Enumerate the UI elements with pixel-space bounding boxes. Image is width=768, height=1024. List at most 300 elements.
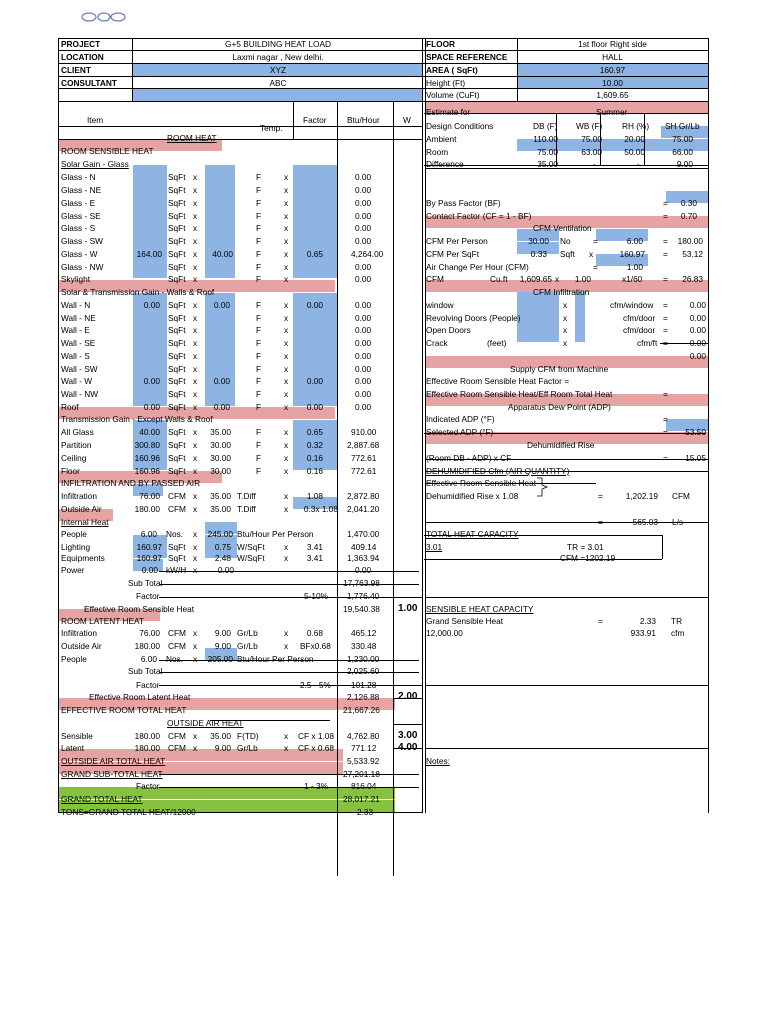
sheet-cell: 465.12 bbox=[351, 628, 377, 638]
sheet-cell: 2.33 bbox=[639, 616, 656, 626]
sheet-cell: F bbox=[256, 427, 262, 437]
sheet-cell: 772.61 bbox=[351, 453, 377, 463]
sheet-cell: x bbox=[193, 172, 198, 182]
sheet-cell: Infiltration bbox=[61, 491, 97, 501]
sheet-cell: 53.50 bbox=[685, 427, 706, 437]
sheet-cell: TR bbox=[671, 616, 683, 626]
sheet-cell: SqFt bbox=[168, 274, 186, 284]
sheet-cell: SqFt bbox=[168, 542, 186, 552]
sheet-cell: (feet) bbox=[487, 338, 507, 348]
sheet-cell: SqFt bbox=[168, 198, 186, 208]
sheet-cell: Skylight bbox=[61, 274, 91, 284]
sheet-cell: x bbox=[193, 211, 198, 221]
sheet-cell: Nos. bbox=[166, 654, 184, 664]
grid-line bbox=[58, 38, 59, 813]
sheet-cell: 0.00 bbox=[355, 172, 372, 182]
sheet-cell: x bbox=[193, 198, 198, 208]
sheet-cell: 6.00 bbox=[140, 654, 157, 664]
sheet-cell: Outside Air bbox=[61, 641, 102, 651]
sheet-cell: x bbox=[284, 338, 289, 348]
sheet-cell: CFM bbox=[168, 491, 186, 501]
sheet-cell: x bbox=[193, 565, 198, 575]
sheet-cell: - bbox=[637, 159, 640, 169]
sheet-cell: Power bbox=[61, 565, 85, 575]
sheet-cell: 35.00 bbox=[210, 491, 231, 501]
sheet-cell: F bbox=[256, 274, 262, 284]
sheet-cell: 0.00 bbox=[355, 313, 372, 323]
sheet-cell: F bbox=[256, 325, 262, 335]
sheet-cell: Sub Total bbox=[128, 578, 163, 588]
grid-line bbox=[159, 787, 419, 788]
grid-line bbox=[422, 38, 423, 813]
sheet-cell: x bbox=[193, 453, 198, 463]
cell-fill bbox=[293, 165, 337, 278]
sheet-cell: 75.00 bbox=[537, 147, 558, 157]
sheet-cell: 6.00 bbox=[626, 236, 643, 246]
sheet-cell: 0.00 bbox=[355, 262, 372, 272]
sheet-cell: Selected ADP (°F) bbox=[426, 427, 494, 437]
sheet-cell: 2,126.88 bbox=[347, 692, 380, 702]
sheet-cell: x bbox=[193, 376, 198, 386]
sheet-cell: = bbox=[663, 249, 668, 259]
sheet-cell: 50.00 bbox=[624, 147, 645, 157]
sheet-cell: 0.00 bbox=[355, 223, 372, 233]
sheet-cell: 75.00 bbox=[672, 134, 693, 144]
sheet-cell: x bbox=[284, 198, 289, 208]
sheet-cell: CFM Per SqFt bbox=[426, 249, 480, 259]
sheet-cell: 30.00 bbox=[210, 466, 231, 476]
sheet-cell: F bbox=[256, 338, 262, 348]
sheet-cell: = bbox=[663, 198, 668, 208]
sheet-cell: Wall - NW bbox=[61, 389, 99, 399]
sheet-cell: Ambient bbox=[426, 134, 457, 144]
sheet-cell: Wall - E bbox=[61, 325, 90, 335]
sheet-cell: x bbox=[193, 313, 198, 323]
sheet-cell: 0.00 bbox=[355, 364, 372, 374]
sheet-cell: Roof bbox=[61, 402, 79, 412]
sheet-cell: F bbox=[256, 223, 262, 233]
sheet-cell: Wall - SE bbox=[61, 338, 96, 348]
sheet-cell: SqFt bbox=[168, 402, 186, 412]
brace-icon bbox=[536, 476, 550, 498]
sheet-cell: 0.00 bbox=[355, 198, 372, 208]
sheet-cell: Wall - S bbox=[61, 351, 90, 361]
sheet-cell: CFM bbox=[168, 504, 186, 514]
sheet-cell: Transmission Gain - Except Walls & Roof bbox=[61, 414, 213, 424]
sheet-cell: 21,667.26 bbox=[343, 705, 380, 715]
sheet-cell: x bbox=[284, 249, 289, 259]
sheet-cell: 5,533.92 bbox=[347, 756, 380, 766]
sheet-cell: x bbox=[284, 553, 289, 563]
sheet-cell: ROOM LATENT HEAT bbox=[61, 616, 144, 626]
sheet-cell: CF x 0.68 bbox=[298, 743, 334, 753]
sheet-cell: 330.48 bbox=[351, 641, 377, 651]
sheet-cell: x bbox=[284, 236, 289, 246]
sheet-cell: x bbox=[284, 313, 289, 323]
sheet-cell: x bbox=[193, 325, 198, 335]
sheet-cell: 40.00 bbox=[212, 249, 233, 259]
grid-line bbox=[293, 101, 294, 139]
sheet-cell: x bbox=[193, 628, 198, 638]
client-label: CLIENT bbox=[61, 65, 91, 75]
sheet-cell: 4.00 bbox=[398, 742, 418, 753]
sheet-cell: 771.12 bbox=[351, 743, 377, 753]
sheet-cell: 17,763.98 bbox=[343, 578, 380, 588]
sheet-cell: Factor bbox=[136, 781, 160, 791]
sheet-cell: x bbox=[284, 211, 289, 221]
sheet-cell: x bbox=[284, 466, 289, 476]
sheet-cell: Btu/Hour Per Person bbox=[237, 654, 314, 664]
sheet-cell: 0.00 bbox=[141, 565, 158, 575]
sheet-cell: Sqft bbox=[560, 249, 575, 259]
sheet-cell: 0.16 bbox=[306, 466, 323, 476]
sheet-cell: By Pass Factor (BF) bbox=[426, 198, 501, 208]
sheet-cell: Open Doors bbox=[426, 325, 471, 335]
sheet-cell: x bbox=[193, 236, 198, 246]
sheet-cell: x bbox=[193, 743, 198, 753]
sheet-cell: F bbox=[256, 236, 262, 246]
sheet-cell: x bbox=[563, 300, 568, 310]
sheet-cell: 0.00 bbox=[355, 300, 372, 310]
sheet-cell: cfm/door bbox=[623, 325, 656, 335]
sheet-cell: Air Change Per Hour (CFM) bbox=[426, 262, 529, 272]
sheet-cell: x bbox=[284, 351, 289, 361]
grid-line bbox=[393, 724, 423, 725]
sheet-cell: x bbox=[193, 389, 198, 399]
sheet-cell: 75.00 bbox=[581, 134, 602, 144]
sheet-cell: 35.00 bbox=[210, 504, 231, 514]
sheet-cell: 1 - 3% bbox=[304, 781, 328, 791]
sheet-cell: 160.96 bbox=[134, 466, 160, 476]
sheet-cell: SqFt bbox=[168, 313, 186, 323]
sheet-cell: = bbox=[598, 491, 603, 501]
sheet-cell: 772.61 bbox=[351, 466, 377, 476]
sheet-cell: SqFt bbox=[168, 351, 186, 361]
sheet-cell: TR = 3.01 bbox=[567, 542, 604, 552]
sheet-cell: cfm/door bbox=[623, 313, 656, 323]
sheet-cell: SqFt bbox=[168, 211, 186, 221]
sheet-cell: DB (F) bbox=[533, 121, 558, 131]
sheet-cell: = bbox=[663, 338, 668, 348]
top-logo bbox=[80, 12, 135, 28]
sheet-cell: F bbox=[256, 402, 262, 412]
sheet-cell: Contact Factor (CF = 1 - BF) bbox=[426, 211, 532, 221]
sheet-cell: x bbox=[284, 185, 289, 195]
sheet-cell: Effective Room Sensible Heat bbox=[426, 478, 537, 488]
sheet-cell: 0.16 bbox=[306, 453, 323, 463]
sheet-cell: Crack bbox=[426, 338, 448, 348]
sheet-cell: x bbox=[284, 223, 289, 233]
sheet-cell: F bbox=[256, 185, 262, 195]
sheet-cell: 6.00 bbox=[140, 529, 157, 539]
sheet-cell: Supply CFM from Machine bbox=[510, 364, 609, 374]
sheet-cell: F bbox=[256, 198, 262, 208]
sheet-cell: 0.00 bbox=[143, 300, 160, 310]
sheet-cell: 15.05 bbox=[685, 453, 706, 463]
floor-label: FLOOR bbox=[426, 39, 456, 49]
location-label: LOCATION bbox=[61, 52, 104, 62]
sheet-cell: 0.00 bbox=[355, 351, 372, 361]
sheet-cell: T.Diff bbox=[237, 504, 256, 514]
sheet-cell: 27,201.18 bbox=[343, 769, 380, 779]
sheet-cell: F bbox=[256, 364, 262, 374]
sheet-cell: 0.00 bbox=[689, 313, 706, 323]
consultant-value: ABC bbox=[269, 78, 287, 88]
grid-line bbox=[159, 685, 419, 686]
sheet-cell: 63.00 bbox=[581, 147, 602, 157]
sheet-cell: 910.00 bbox=[351, 427, 377, 437]
sheet-cell: Infiltration bbox=[61, 628, 97, 638]
sheet-cell: Gr/Lb bbox=[237, 743, 258, 753]
sheet-cell: Effective Room Sensible Heat bbox=[84, 604, 195, 614]
sheet-cell: 40.00 bbox=[139, 427, 160, 437]
sheet-cell: F bbox=[256, 466, 262, 476]
sheet-cell: x bbox=[284, 300, 289, 310]
sheet-cell: DEHUMIDIFIED Cfm (AIR QUANTITY) bbox=[426, 466, 570, 476]
sheet-cell: F bbox=[256, 249, 262, 259]
sheet-cell: 3.41 bbox=[306, 542, 323, 552]
sheet-cell: Glass - W bbox=[61, 249, 98, 259]
sheet-cell: Btu/Hour bbox=[347, 115, 380, 125]
sheet-cell: 1,230.00 bbox=[347, 654, 380, 664]
sheet-cell: TOTAL HEAT CAPACITY bbox=[426, 529, 519, 539]
sheet-cell: 164.00 bbox=[136, 249, 162, 259]
sheet-cell: x bbox=[284, 731, 289, 741]
sheet-cell: x bbox=[284, 389, 289, 399]
sheet-cell: SqFt bbox=[168, 325, 186, 335]
sheet-cell: 180.00 bbox=[677, 236, 703, 246]
sheet-cell: CFM bbox=[426, 274, 444, 284]
sheet-cell: 0.00 bbox=[355, 325, 372, 335]
sheet-cell: L/s bbox=[672, 517, 684, 527]
sheet-cell: x bbox=[284, 491, 289, 501]
sheet-cell: SqFt bbox=[168, 185, 186, 195]
sheet-cell: 0.00 bbox=[217, 565, 234, 575]
sheet-cell: Nos. bbox=[166, 529, 184, 539]
sheet-cell: No bbox=[560, 236, 571, 246]
sheet-cell: 4,264.00 bbox=[351, 249, 384, 259]
sheet-cell: = bbox=[663, 453, 668, 463]
sheet-cell: Factor bbox=[136, 591, 160, 601]
sheet-cell: 0.00 bbox=[213, 376, 230, 386]
sheet-cell: x bbox=[284, 274, 289, 284]
sheet-cell: 0.00 bbox=[355, 274, 372, 284]
sheet-cell: 0.00 bbox=[306, 300, 323, 310]
sheet-cell: CF x 1.08 bbox=[298, 731, 334, 741]
sheet-cell: GRAND TOTAL HEAT bbox=[61, 794, 143, 804]
sheet-cell: CFM bbox=[672, 491, 690, 501]
sheet-cell: 0.00 bbox=[689, 300, 706, 310]
sheet-cell: Partition bbox=[61, 440, 92, 450]
sheet-cell: 35.00 bbox=[210, 427, 231, 437]
sheet-cell: x bbox=[589, 249, 594, 259]
sheet-cell: CFM Ventilation bbox=[533, 223, 592, 233]
sheet-cell: SqFt bbox=[168, 389, 186, 399]
sheet-cell: 0.00 bbox=[355, 338, 372, 348]
sheet-cell: CFM bbox=[168, 743, 186, 753]
sheet-cell: 0.00 bbox=[355, 389, 372, 399]
sheet-cell: Factor bbox=[136, 680, 160, 690]
sheet-cell: 19,540.38 bbox=[343, 604, 380, 614]
sheet-cell: 205.00 bbox=[207, 654, 233, 664]
sheet-cell: 0.00 bbox=[689, 338, 706, 348]
space-ref-label: SPACE REFERENCE bbox=[426, 52, 508, 62]
sheet-cell: W/SqFt bbox=[237, 553, 265, 563]
sheet-cell: 53.12 bbox=[682, 249, 703, 259]
sheet-cell: 180.00 bbox=[134, 641, 160, 651]
sheet-cell: 1.00 bbox=[626, 262, 643, 272]
sheet-cell: x bbox=[193, 731, 198, 741]
sheet-cell: = bbox=[663, 211, 668, 221]
sheet-cell: x bbox=[193, 402, 198, 412]
sheet-cell: SqFt bbox=[168, 376, 186, 386]
sheet-cell: SqFt bbox=[168, 466, 186, 476]
sheet-cell: 0.68 bbox=[306, 628, 323, 638]
sheet-cell: SqFt bbox=[168, 338, 186, 348]
sheet-cell: Internal Heat bbox=[61, 517, 109, 527]
sheet-cell: 0.00 bbox=[355, 236, 372, 246]
sheet-cell: Wall - N bbox=[61, 300, 91, 310]
sheet-cell: 3.01 bbox=[426, 542, 443, 552]
sheet-cell: 0.65 bbox=[306, 427, 323, 437]
sheet-cell: 30.00 bbox=[210, 453, 231, 463]
sheet-cell: F bbox=[256, 389, 262, 399]
sheet-cell: 30.00 bbox=[528, 236, 549, 246]
sheet-cell: Effective Room Sensible Heat Factor = bbox=[426, 376, 570, 386]
sheet-cell: F bbox=[256, 262, 262, 272]
volume-value: 1,609.65 bbox=[596, 90, 629, 100]
sheet-cell: (Room DB - ADP) x CF bbox=[426, 453, 512, 463]
sheet-cell: Difference bbox=[426, 159, 464, 169]
sheet-cell: = bbox=[663, 313, 668, 323]
sheet-cell: 180.00 bbox=[134, 743, 160, 753]
sheet-cell: x bbox=[563, 338, 568, 348]
sheet-cell: 180.00 bbox=[134, 731, 160, 741]
sheet-cell: Wall - W bbox=[61, 376, 93, 386]
client-value: XYZ bbox=[269, 65, 287, 75]
sheet-cell: Cu.ft bbox=[490, 274, 508, 284]
sheet-cell: CFM bbox=[168, 628, 186, 638]
sheet-cell: 1.00 bbox=[398, 603, 418, 614]
sheet-cell: = bbox=[598, 517, 603, 527]
sheet-cell: Apparatus Dew Point (ADP) bbox=[508, 402, 611, 412]
sheet-cell: 0.00 bbox=[213, 402, 230, 412]
sheet-cell: 35.00 bbox=[210, 731, 231, 741]
sheet-cell: Outside Air bbox=[61, 504, 102, 514]
sheet-cell: cfm/ft bbox=[637, 338, 658, 348]
sheet-cell: x bbox=[193, 262, 198, 272]
sheet-cell: 30.00 bbox=[210, 440, 231, 450]
sheet-cell: = bbox=[598, 616, 603, 626]
sheet-cell: CFM Per Person bbox=[426, 236, 488, 246]
floor-value: 1st floor Right side bbox=[578, 39, 647, 49]
sheet-cell: 300.80 bbox=[134, 440, 160, 450]
sheet-cell: x bbox=[193, 440, 198, 450]
sheet-cell: Factor bbox=[303, 115, 327, 125]
grid-line bbox=[426, 522, 708, 523]
sheet-cell: = bbox=[593, 262, 598, 272]
sheet-cell: WB (F) bbox=[576, 121, 603, 131]
sheet-cell: 0.00 bbox=[306, 376, 323, 386]
sheet-cell: CFM bbox=[168, 641, 186, 651]
sheet-cell: 160.97 bbox=[136, 553, 162, 563]
sheet-cell: x bbox=[193, 529, 198, 539]
sheet-cell: x bbox=[193, 338, 198, 348]
project-label: PROJECT bbox=[61, 39, 101, 49]
location-value: Laxmi nagar , New delhi. bbox=[232, 52, 324, 62]
sheet-cell: F bbox=[256, 300, 262, 310]
sheet-cell: People bbox=[61, 654, 87, 664]
sheet-cell: 2,872.80 bbox=[347, 491, 380, 501]
grid-line bbox=[159, 774, 419, 775]
sheet-cell: Room bbox=[426, 147, 449, 157]
sheet-cell: 160.97 bbox=[619, 249, 645, 259]
sheet-cell: Temp. bbox=[260, 123, 283, 133]
sheet-cell: 0.00 bbox=[355, 565, 372, 575]
sheet-cell: x bbox=[555, 274, 560, 284]
sheet-cell: Grand Sensible Heat bbox=[426, 616, 504, 626]
sheet-cell: 0.30 bbox=[680, 198, 697, 208]
sheet-cell: SqFt bbox=[168, 440, 186, 450]
sheet-cell: 9.00 bbox=[214, 641, 231, 651]
sheet-cell: = bbox=[663, 389, 668, 399]
sheet-cell: 0.00 bbox=[689, 325, 706, 335]
sheet-cell: 66.00 bbox=[672, 147, 693, 157]
sheet-cell: 1.00 bbox=[574, 274, 591, 284]
sheet-cell: SqFt bbox=[168, 364, 186, 374]
sheet-cell: x bbox=[284, 628, 289, 638]
sheet-cell: = bbox=[593, 236, 598, 246]
area-label: AREA ( SqFt) bbox=[426, 65, 478, 75]
sheet-cell: 0.70 bbox=[680, 211, 697, 221]
sheet-cell: 245.00 bbox=[207, 529, 233, 539]
sheet-cell: Btu/Hour Per Person bbox=[237, 529, 314, 539]
sheet-cell: Revolving Doors (People) bbox=[426, 313, 521, 323]
sheet-cell: INFILTRATION AND BY PASSED AIR bbox=[61, 478, 201, 488]
sheet-cell: x bbox=[284, 364, 289, 374]
sheet-cell: 28,017.21 bbox=[343, 794, 380, 804]
sheet-cell: x bbox=[193, 553, 198, 563]
sheet-cell: x bbox=[284, 440, 289, 450]
sheet-cell: 0.00 bbox=[143, 376, 160, 386]
sheet-cell: 2.48 bbox=[214, 553, 231, 563]
sheet-cell: 12,000.00 bbox=[426, 628, 463, 638]
sheet-cell: 2,887.68 bbox=[347, 440, 380, 450]
sheet-cell: 409.14 bbox=[351, 542, 377, 552]
grid-line bbox=[393, 101, 394, 876]
sheet-cell: Dehumidified Rise bbox=[527, 440, 595, 450]
space-ref-value: HALL bbox=[602, 52, 623, 62]
sheet-cell: = bbox=[663, 236, 668, 246]
sheet-cell: Floor bbox=[61, 466, 80, 476]
sheet-cell: SqFt bbox=[168, 262, 186, 272]
sheet-cell: x bbox=[284, 172, 289, 182]
sheet-cell: x bbox=[193, 223, 198, 233]
sheet-cell: x bbox=[284, 542, 289, 552]
sheet-cell: RH (%) bbox=[622, 121, 650, 131]
sheet-cell: 110.00 bbox=[533, 134, 558, 144]
sheet-cell: x bbox=[193, 641, 198, 651]
sheet-cell: 160.96 bbox=[134, 453, 160, 463]
sheet-cell: Ceiling bbox=[61, 453, 87, 463]
sheet-cell: F bbox=[256, 440, 262, 450]
sheet-cell: ROOM SENSIBLE HEAT bbox=[61, 146, 154, 156]
sheet-cell: Solar Gain - Glass bbox=[61, 159, 129, 169]
sheet-cell: x bbox=[193, 542, 198, 552]
grid-line bbox=[159, 584, 419, 585]
grid-line bbox=[662, 535, 663, 559]
sheet-cell: SENSIBLE HEAT CAPACITY bbox=[426, 604, 534, 614]
